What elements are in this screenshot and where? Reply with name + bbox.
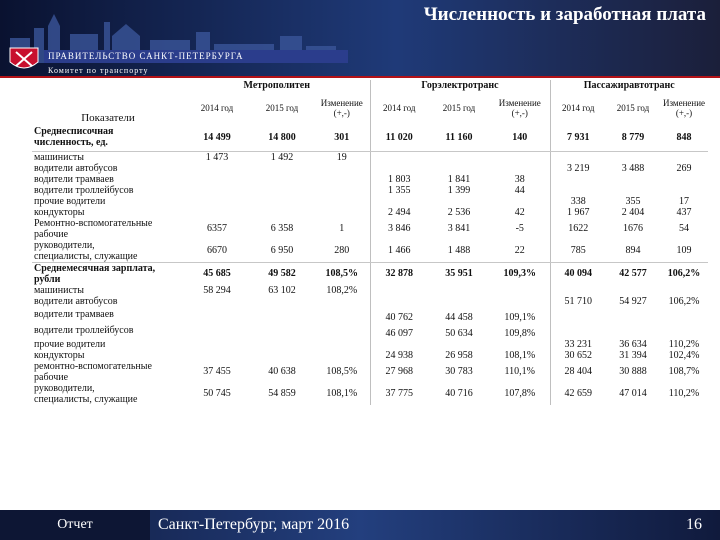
column-header: 2015 год <box>442 103 476 113</box>
table-cell <box>490 163 550 174</box>
table-cell: 54 927 <box>619 295 647 307</box>
table-cell <box>428 196 490 207</box>
table-row <box>32 174 708 185</box>
table-cell: 1622 <box>550 218 606 240</box>
table-cell <box>490 339 550 350</box>
table-cell <box>370 151 428 163</box>
table-cell: 107,8% <box>504 388 536 399</box>
row-label-line: рабочие <box>34 371 69 383</box>
row-label-line: Среднесписочная <box>34 126 114 138</box>
table-cell: 108,5% <box>326 366 358 377</box>
table-cell: 32 878 <box>370 262 428 285</box>
row-label-line: кондукторы <box>34 349 85 361</box>
table-cell <box>314 163 370 174</box>
table-cell <box>428 163 490 174</box>
headcount-salary-table <box>32 80 708 405</box>
table-cell: 2 536 <box>447 206 471 218</box>
table-cell: 109,8% <box>504 327 536 339</box>
table-cell: 1 399 <box>447 184 471 196</box>
table-cell <box>606 285 660 296</box>
table-cell <box>184 185 250 196</box>
table-cell <box>660 174 708 185</box>
table-cell: 42 577 <box>619 268 647 279</box>
row-label <box>32 196 184 207</box>
slide-footer <box>0 510 720 540</box>
table-cell <box>660 323 708 339</box>
column-header: Изменение (+,-) <box>662 98 706 118</box>
table-cell: 11 160 <box>428 124 490 151</box>
table-row <box>32 307 708 323</box>
table-cell: 6 950 <box>250 240 314 263</box>
table-cell: 33 231 <box>550 339 606 350</box>
column-header: Изменение (+,-) <box>498 98 541 118</box>
table-cell <box>250 307 314 323</box>
table-cell <box>250 323 314 339</box>
table-cell: 108,1% <box>504 349 536 361</box>
table-cell: 280 <box>314 240 370 263</box>
row-label-line: рубли <box>34 273 61 285</box>
table-cell: 109,1% <box>504 311 536 323</box>
row-label-line: специалисты, служащие <box>34 250 138 262</box>
table-cell <box>370 296 428 307</box>
table-cell: 17 <box>679 195 689 207</box>
group-header: Пассажиравтотранс <box>550 80 708 92</box>
table-cell: 1 466 <box>370 240 428 263</box>
row-label <box>32 207 184 218</box>
table-cell: 8 779 <box>606 124 660 151</box>
row-label-line: ремонтно-вспомогательные <box>34 360 152 372</box>
row-label-line: руководители, <box>34 382 95 394</box>
table-cell: 338 <box>550 196 606 207</box>
table-cell: 42 <box>514 206 525 218</box>
table-cell <box>550 285 606 296</box>
table-cell <box>314 185 370 196</box>
table-cell: 106,2% <box>667 268 701 279</box>
table-cell <box>314 323 370 339</box>
table-row <box>32 383 708 405</box>
table-group-header-row <box>32 80 708 92</box>
table-cell: 108,5% <box>325 268 358 279</box>
table-cell <box>250 207 314 218</box>
table-cell: 35 951 <box>445 268 473 279</box>
row-label-line: рабочие <box>34 228 69 240</box>
row-label-line: руководители, <box>34 239 95 251</box>
table-cell <box>550 174 606 185</box>
table-cell <box>370 196 428 207</box>
header-empty-cell <box>32 80 184 92</box>
table-cell: 30 783 <box>445 366 473 377</box>
table-cell <box>606 323 660 339</box>
table-cell <box>370 339 428 350</box>
table-cell: 6670 <box>184 240 250 263</box>
row-label <box>32 339 184 350</box>
table-cell: 38 <box>514 173 525 185</box>
table-cell <box>370 285 428 296</box>
table-cell: 54 859 <box>268 388 296 399</box>
column-header: Изменение (+,-) <box>320 98 363 118</box>
table-row <box>32 185 708 196</box>
table-column-header-row <box>32 92 708 124</box>
table-cell: 110,1% <box>504 366 535 377</box>
row-label-line: Среднемесячная зарплата, <box>34 262 156 274</box>
table-cell <box>314 339 370 350</box>
table-cell <box>428 151 490 163</box>
table-cell: 30 652 <box>550 350 606 361</box>
table-cell: 49 582 <box>268 268 296 279</box>
table-cell <box>660 285 708 296</box>
table-cell: 1676 <box>623 223 643 234</box>
table-cell <box>550 151 606 163</box>
table-cell <box>606 185 660 196</box>
table-cell: 44 <box>514 184 525 196</box>
table-cell <box>606 307 660 323</box>
table-cell: 40 094 <box>550 262 606 285</box>
table-cell <box>184 174 250 185</box>
table-cell <box>184 196 250 207</box>
row-label <box>32 124 184 151</box>
table-cell: 1 803 <box>370 174 428 185</box>
row-label-line: водители автобусов <box>34 295 118 307</box>
table-cell <box>314 207 370 218</box>
table-cell: 42 659 <box>550 383 606 405</box>
table-cell <box>428 285 490 296</box>
table-cell: 848 <box>660 124 708 151</box>
row-label-line: прочие водители <box>34 338 106 350</box>
table-cell: 14 499 <box>184 124 250 151</box>
table-cell: 46 097 <box>370 323 428 339</box>
table-cell <box>314 174 370 185</box>
row-label-line: водители трамваев <box>34 309 114 320</box>
table-cell <box>606 174 660 185</box>
table-cell: 22 <box>490 240 550 263</box>
row-label-line: кондукторы <box>34 206 85 218</box>
table-cell <box>184 163 250 174</box>
column-header: 2015 год <box>616 103 650 113</box>
row-label <box>32 185 184 196</box>
table-cell: 37 455 <box>203 366 231 377</box>
row-label <box>32 350 184 361</box>
table-cell: 40 716 <box>445 388 473 399</box>
table-cell: 3 841 <box>447 223 471 234</box>
table-cell: 6 358 <box>270 223 294 234</box>
row-label-line: прочие водители <box>34 195 106 207</box>
table-cell <box>550 185 606 196</box>
table-cell: 14 800 <box>250 124 314 151</box>
table-cell: 6357 <box>207 223 227 234</box>
row-label-line: водители троллейбусов <box>34 325 134 336</box>
table-cell <box>490 151 550 163</box>
table-cell: 110,2% <box>668 338 700 350</box>
table-row <box>32 240 708 263</box>
table-cell: 1 841 <box>447 173 471 185</box>
row-label <box>32 323 184 339</box>
footer-location-date: Санкт-Петербург, март 2016 <box>158 516 350 533</box>
table-cell: 54 <box>679 223 689 234</box>
table-cell <box>490 285 550 296</box>
table-cell <box>184 339 250 350</box>
table-cell <box>314 350 370 361</box>
table-cell: 108,7% <box>668 366 700 377</box>
row-label <box>32 163 184 174</box>
table-cell <box>428 339 490 350</box>
row-label <box>32 151 184 163</box>
row-label <box>32 361 184 383</box>
table-cell: 1 473 <box>205 151 229 163</box>
table-cell <box>314 196 370 207</box>
table-cell: 1 967 <box>550 207 606 218</box>
table-row <box>32 124 708 151</box>
row-label <box>32 262 184 285</box>
column-header: 2015 год <box>265 103 299 113</box>
table-cell: 27 968 <box>370 361 428 383</box>
table-cell <box>550 323 606 339</box>
table-cell <box>184 207 250 218</box>
table-cell: 51 710 <box>550 296 606 307</box>
table-cell <box>250 185 314 196</box>
table-cell: 36 634 <box>619 338 647 350</box>
table-cell: 102,4% <box>668 349 700 361</box>
table-cell: 28 404 <box>550 361 606 383</box>
group-header: Метрополитен <box>243 80 310 91</box>
table-row <box>32 339 708 350</box>
table-cell <box>428 296 490 307</box>
row-label-line: водители троллейбусов <box>34 184 134 196</box>
table-cell: 3 846 <box>370 218 428 240</box>
table-row <box>32 218 708 240</box>
table-cell <box>490 296 550 307</box>
table-cell: -5 <box>515 223 524 234</box>
row-label-line: машинисты <box>34 151 84 163</box>
row-label <box>32 218 184 240</box>
table-cell: 301 <box>314 124 370 151</box>
org-committee: Комитет по транспорту <box>48 66 149 75</box>
table-cell: 44 458 <box>445 311 473 323</box>
group-header: Горэлектротранс <box>370 80 550 92</box>
table-row <box>32 285 708 296</box>
page-title: Численность и заработная плата <box>423 4 706 25</box>
table-cell: 11 020 <box>370 124 428 151</box>
table-row <box>32 207 708 218</box>
table-cell: 269 <box>676 162 692 174</box>
table-row <box>32 163 708 174</box>
header-divider <box>0 76 720 78</box>
table-cell: 2 494 <box>370 207 428 218</box>
table-cell: 45 685 <box>203 268 231 279</box>
table-row <box>32 350 708 361</box>
table-cell: 108,1% <box>326 388 358 399</box>
table-row <box>32 361 708 383</box>
table-cell <box>184 307 250 323</box>
slide-header <box>0 0 720 78</box>
table-cell: 1 492 <box>270 151 294 163</box>
table-cell: 894 <box>606 240 660 263</box>
page-number: 16 <box>686 516 702 533</box>
table-cell <box>250 163 314 174</box>
row-label-line: специалисты, служащие <box>34 393 138 405</box>
table-cell: 785 <box>550 240 606 263</box>
table-cell: 63 102 <box>268 284 296 296</box>
table-cell: 40 638 <box>268 366 296 377</box>
table-row <box>32 262 708 285</box>
table-cell <box>250 350 314 361</box>
table-cell <box>250 196 314 207</box>
table-cell: 110,2% <box>668 388 700 399</box>
table-cell: 7 931 <box>550 124 606 151</box>
table-cell: 3 219 <box>550 163 606 174</box>
row-label-line: численность, ед. <box>34 137 108 149</box>
table-cell <box>184 323 250 339</box>
table-cell: 355 <box>625 195 641 207</box>
table-cell: 106,2% <box>668 295 700 307</box>
column-header: 2014 год <box>200 103 234 113</box>
table-cell <box>660 185 708 196</box>
table-cell <box>660 307 708 323</box>
footer-report-label: Отчет <box>0 510 150 540</box>
row-label-line: машинисты <box>34 284 84 296</box>
table-cell: 37 775 <box>370 383 428 405</box>
table-cell: 1 488 <box>428 240 490 263</box>
column-header: 2014 год <box>370 92 428 124</box>
table-cell <box>314 296 370 307</box>
table-cell <box>370 163 428 174</box>
table-cell <box>250 339 314 350</box>
column-header: 2014 год <box>550 92 606 124</box>
table-cell: 31 394 <box>619 349 647 361</box>
row-label <box>32 383 184 405</box>
indicator-header: Показатели <box>81 112 135 124</box>
table-cell: 1 <box>339 223 345 234</box>
table-cell: 1 355 <box>370 185 428 196</box>
table-cell <box>606 151 660 163</box>
table-cell: 3 488 <box>621 162 645 174</box>
table-cell <box>490 196 550 207</box>
table-cell <box>550 307 606 323</box>
table-cell <box>250 174 314 185</box>
row-label <box>32 285 184 296</box>
table-cell <box>184 350 250 361</box>
spb-emblem-icon <box>6 46 42 74</box>
table-row <box>32 151 708 163</box>
row-label-line: Ремонтно-вспомогательные <box>34 217 153 229</box>
table-cell <box>660 151 708 163</box>
row-label <box>32 174 184 185</box>
table-cell: 24 938 <box>370 350 428 361</box>
row-label <box>32 307 184 323</box>
table-cell: 50 634 <box>445 327 473 339</box>
table-row <box>32 196 708 207</box>
table-cell: 109 <box>660 240 708 263</box>
table-cell <box>184 296 250 307</box>
table-cell: 47 014 <box>619 388 647 399</box>
table-cell: 50 745 <box>203 388 231 399</box>
table-cell: 108,2% <box>326 284 358 296</box>
table-row <box>32 296 708 307</box>
table-cell <box>314 307 370 323</box>
row-label <box>32 240 184 263</box>
row-label-line: водители автобусов <box>34 162 118 174</box>
org-name: ПРАВИТЕЛЬСТВО САНКТ-ПЕТЕРБУРГА <box>44 50 348 63</box>
table-cell: 437 <box>676 206 692 218</box>
table-cell: 26 958 <box>445 349 473 361</box>
row-label-line: водители трамваев <box>34 173 114 185</box>
table-cell: 40 762 <box>370 307 428 323</box>
row-label <box>32 296 184 307</box>
table-cell: 19 <box>336 151 347 163</box>
table-cell: 30 888 <box>619 366 647 377</box>
table-cell: 109,3% <box>503 268 536 279</box>
table-cell: 2 404 <box>621 206 645 218</box>
table-cell <box>250 296 314 307</box>
table-cell: 140 <box>490 124 550 151</box>
table-row <box>32 323 708 339</box>
table-cell: 58 294 <box>203 284 231 296</box>
